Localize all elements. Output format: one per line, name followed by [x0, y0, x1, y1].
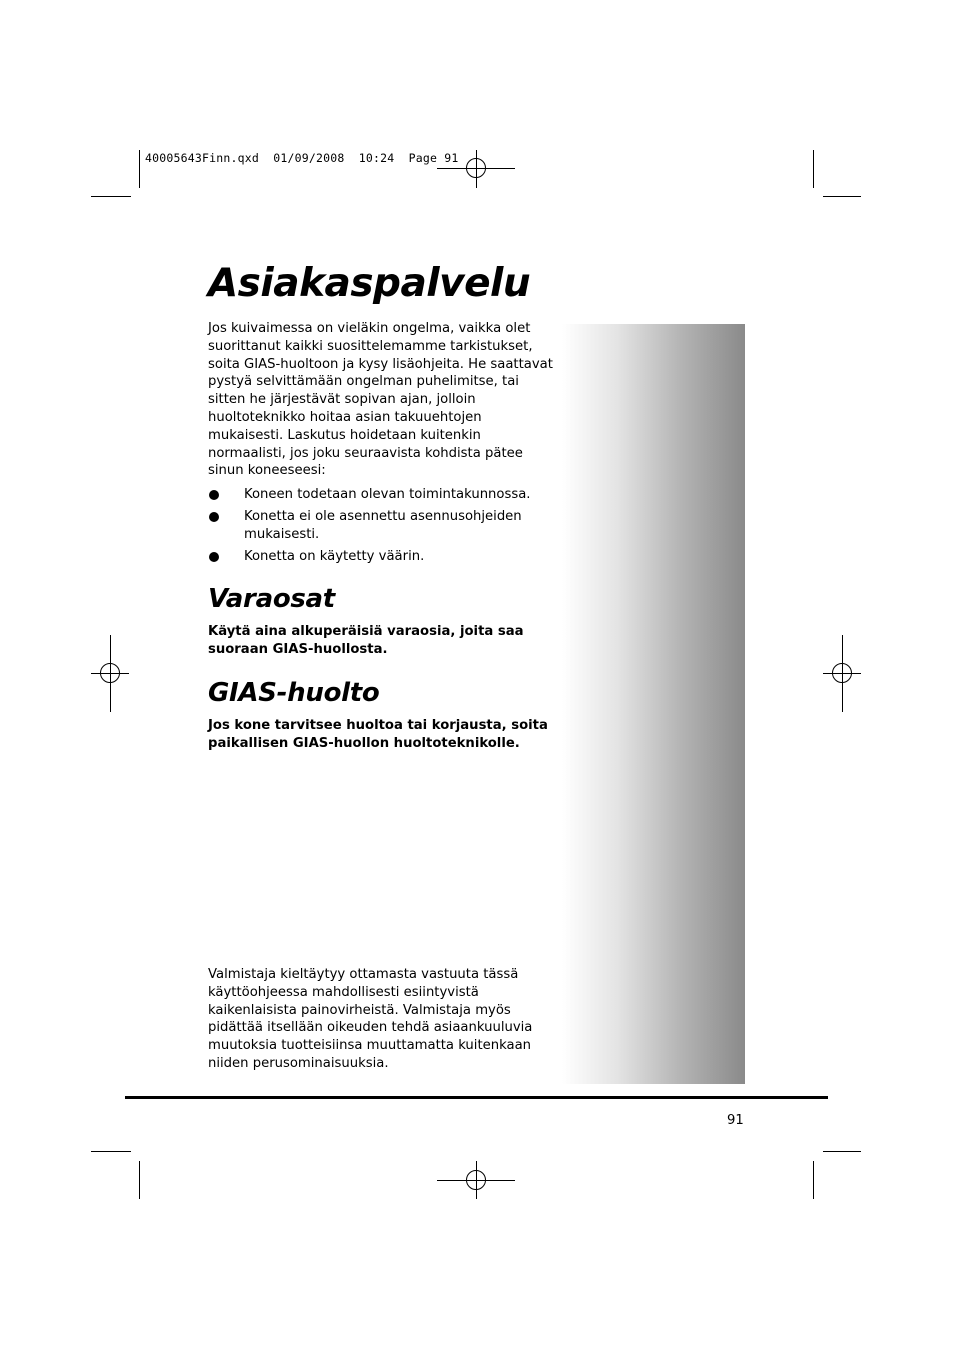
page-number: 91	[727, 1113, 744, 1128]
registration-mark-circle	[466, 1170, 486, 1190]
main-content	[208, 256, 553, 753]
crop-mark	[823, 1151, 861, 1152]
list-item-text: Koneen todetaan olevan toimintakunnossa.	[244, 487, 531, 503]
bullet-icon	[209, 552, 219, 562]
crop-mark	[91, 1151, 131, 1152]
bullet-icon	[209, 512, 219, 522]
page-title: Asiakaspalvelu	[208, 261, 531, 306]
varaosat-heading: Varaosat	[208, 584, 335, 615]
bullet-icon	[209, 490, 219, 500]
condition-list	[208, 486, 553, 565]
registration-mark-circle	[466, 158, 486, 178]
crop-mark	[823, 196, 861, 197]
intro-paragraph: Jos kuivaimessa on vieläkin ongelma, vaikka olet suorittanut kaikki suosittelemamme tarkistukset, soita GIAS-huoltoon ja kysy lisäohjeita. He saattavat pystyä selvittämään ongelman puhelimitse, tai sitten he järjestävät sopivan ajan, jolloin huoltoteknikko hoitaa asian takuuehtojen mukaisesti. Laskutus hoidetaan kuitenkin normaalisti, jos joku seuraavista kohdista pätee sinun koneeseesi:	[208, 321, 553, 479]
footer-rule	[125, 1096, 828, 1099]
list-item-text: Konetta ei ole asennettu asennusohjeiden mukaisesti.	[244, 508, 522, 542]
registration-mark-circle	[100, 663, 120, 683]
crop-mark	[91, 196, 131, 197]
disclaimer-paragraph: Valmistaja kieltäytyy ottamasta vastuuta tässä käyttöohjeessa mahdollisesti esiintyvistä kaikenlaisista painovirheistä. Valmistaja myös pidättää itsellään oikeuden tehdä asiaankuuluvia muutoksia tuotteisiinsa muuttamatta kuitenkaan niiden perusominaisuuksia.	[208, 967, 533, 1071]
gias-heading: GIAS-huolto	[208, 677, 380, 708]
list-item	[208, 486, 553, 504]
crop-mark	[139, 150, 140, 188]
list-item-text: Konetta on käytetty väärin.	[244, 548, 425, 564]
list-item	[208, 548, 553, 566]
print-slug: 40005643Finn.qxd 01/09/2008 10:24 Page 91	[145, 151, 459, 165]
crop-mark	[139, 1161, 140, 1199]
gradient-sidebar	[562, 324, 745, 1084]
varaosat-text: Käytä aina alkuperäisiä varaosia, joita saa suoraan GIAS-huollosta.	[208, 624, 524, 658]
gias-text: Jos kone tarvitsee huoltoa tai korjausta, soita paikallisen GIAS-huollon huoltoteknikolle.	[208, 717, 548, 751]
list-item	[208, 508, 553, 544]
registration-mark-circle	[832, 663, 852, 683]
crop-mark	[813, 150, 814, 188]
crop-mark	[813, 1161, 814, 1199]
